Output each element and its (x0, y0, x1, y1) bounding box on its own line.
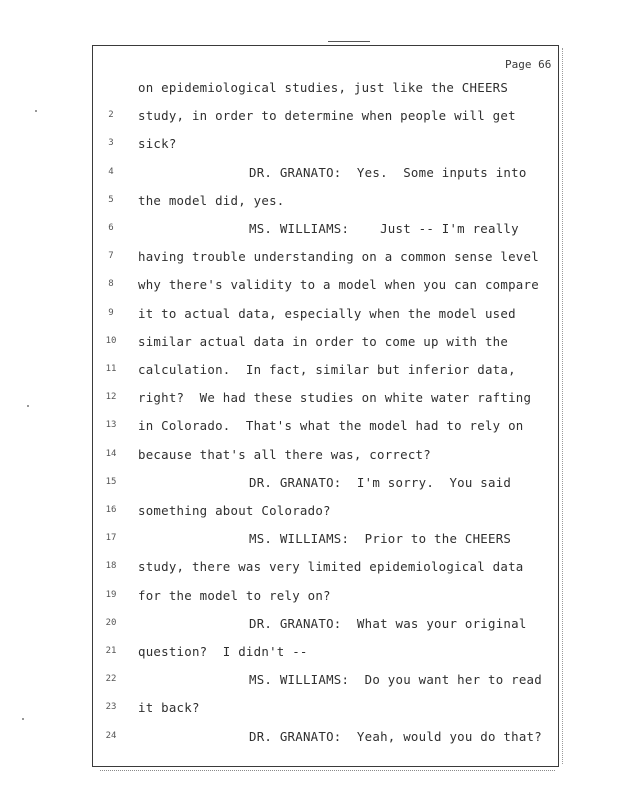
transcript-line (92, 475, 559, 495)
line-text: MS. WILLIAMS: Do you want her to read (249, 672, 542, 688)
transcript-line (92, 418, 559, 438)
transcript-line (92, 80, 559, 100)
transcript-line (92, 390, 559, 410)
line-text: DR. GRANATO: What was your original (249, 615, 527, 631)
transcript-line (92, 644, 559, 664)
line-text: study, there was very limited epidemiological data (138, 559, 524, 575)
line-number: 13 (105, 420, 117, 431)
transcript-line (92, 193, 559, 213)
transcript-line (92, 503, 559, 523)
transcript-line (92, 334, 559, 354)
transcript-line (92, 559, 559, 579)
right-margin-rule (562, 48, 564, 764)
line-text: it back? (138, 700, 200, 716)
transcript-line (92, 588, 559, 608)
transcript-line (92, 616, 559, 636)
line-text: question? I didn't -- (138, 644, 308, 659)
line-text: something about Colorado? (138, 503, 331, 518)
line-number: 24 (105, 730, 117, 741)
line-text: sick? (138, 136, 177, 152)
bottom-edge-mark (100, 770, 555, 773)
line-number: 7 (108, 251, 114, 262)
transcript-line (92, 165, 559, 185)
line-number: 21 (105, 646, 117, 656)
line-text: DR. GRANATO: Yes. Some inputs into (249, 164, 527, 180)
page-number: Page 66 (505, 58, 552, 71)
scan-speck (35, 110, 37, 112)
transcript-line (92, 277, 559, 297)
transcript-line (92, 531, 559, 551)
line-text: right? We had these studies on white water rafting (138, 390, 532, 406)
line-number: 2 (108, 110, 114, 121)
line-number: 9 (108, 307, 114, 318)
line-number: 23 (105, 702, 117, 713)
line-text: similar actual data in order to come up with the (138, 333, 509, 349)
line-text: DR. GRANATO: Yeah, would you do that? (249, 728, 542, 744)
transcript-line (92, 700, 559, 720)
transcript-line (92, 306, 559, 326)
line-number: 20 (105, 617, 117, 628)
transcript-line (92, 221, 559, 241)
line-text: for the model to rely on? (138, 587, 331, 603)
line-text: the model did, yes. (138, 192, 285, 208)
line-number: 15 (105, 476, 117, 487)
scan-speck (22, 718, 24, 720)
line-text: MS. WILLIAMS: Just -- I'm really (249, 221, 519, 236)
line-text: why there's validity to a model when you can compare (138, 277, 539, 293)
line-number: 18 (105, 561, 117, 572)
line-text: having trouble understanding on a common sense level (138, 249, 539, 265)
line-number: 14 (105, 448, 117, 459)
line-text: MS. WILLIAMS: Prior to the CHEERS (249, 531, 512, 547)
line-text: it to actual data, especially when the model used (138, 305, 516, 321)
transcript-line (92, 672, 559, 692)
line-number: 17 (105, 533, 117, 544)
transcript-line (92, 136, 559, 156)
line-number: 5 (108, 194, 114, 205)
transcript-line (92, 729, 559, 749)
line-number: 6 (108, 223, 114, 233)
line-text: study, in order to determine when people will get (138, 108, 516, 124)
transcript-line (92, 362, 559, 382)
line-number: 12 (105, 392, 117, 403)
line-number: 3 (108, 138, 114, 149)
line-number: 22 (105, 674, 117, 685)
line-text: DR. GRANATO: I'm sorry. You said (249, 474, 512, 490)
line-number: 16 (105, 505, 117, 515)
scan-speck (27, 405, 29, 407)
line-number: 8 (108, 279, 114, 290)
line-number: 19 (105, 589, 117, 600)
line-text: calculation. In fact, similar but inferior data, (138, 362, 516, 377)
line-number: 4 (108, 166, 114, 177)
line-text: in Colorado. That's what the model had to rely on (138, 418, 524, 434)
line-number: 10 (105, 335, 117, 346)
transcript-line (92, 249, 559, 269)
transcript-line (92, 108, 559, 128)
line-text: on epidemiological studies, just like the CHEERS (138, 80, 509, 95)
line-text: because that's all there was, correct? (138, 446, 431, 462)
transcript-line (92, 447, 559, 467)
line-number: 11 (105, 364, 117, 374)
